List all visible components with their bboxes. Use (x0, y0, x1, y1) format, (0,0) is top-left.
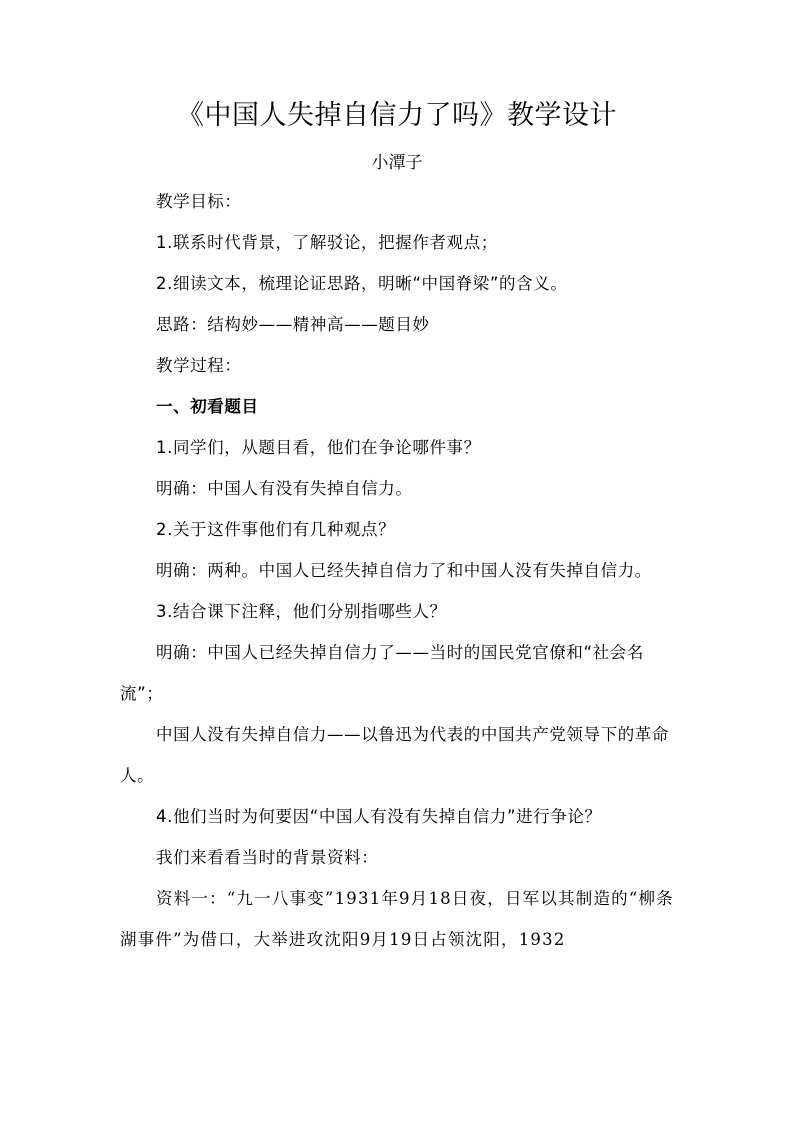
paragraph: 中国人没有失掉自信力——以鲁迅为代表的中国共产党领导下的革命人。 (120, 725, 669, 785)
paragraph: 1.同学们，从题目看，他们在争论哪件事？ (156, 438, 481, 457)
paragraph: 2.关于这件事他们有几种观点？ (156, 520, 396, 539)
paragraph: 3.结合课下注释，他们分别指哪些人？ (156, 602, 447, 621)
paragraph: 我们来看看当时的背景资料： (156, 848, 379, 867)
document-body (120, 181, 684, 960)
paragraph: 1.联系时代背景，了解驳论，把握作者观点； (156, 233, 498, 252)
paragraph: 思路：结构妙——精神高——题目妙 (156, 315, 430, 334)
paragraph: 2.细读文本，梳理论证思路，明晰“中国脊梁”的含义。 (156, 274, 568, 293)
paragraph: 明确：中国人有没有失掉自信力。 (156, 479, 413, 498)
paragraph: 明确：两种。中国人已经失掉自信力了和中国人没有失掉自信力。 (156, 561, 652, 580)
paragraph: 资料一：“九一八事变”1931年9月18日夜，日军以其制造的“柳条湖事件”为借口，大举进攻沈阳9月19日占领沈阳，1932 (120, 889, 674, 949)
paragraph: 教学目标： (156, 192, 242, 211)
document-author: 小潭子 (371, 153, 423, 173)
section-heading: 一、初看题目 (156, 397, 259, 416)
paragraph: 4.他们当时为何要因“中国人有没有失掉自信力”进行争论？ (156, 807, 602, 826)
paragraph: 教学过程： (156, 356, 242, 375)
paragraph: 明确：中国人已经失掉自信力了——当时的国民党官僚和“社会名流”； (120, 643, 644, 703)
document-title: 《中国人失掉自信力了吗》教学设计 (177, 100, 617, 131)
